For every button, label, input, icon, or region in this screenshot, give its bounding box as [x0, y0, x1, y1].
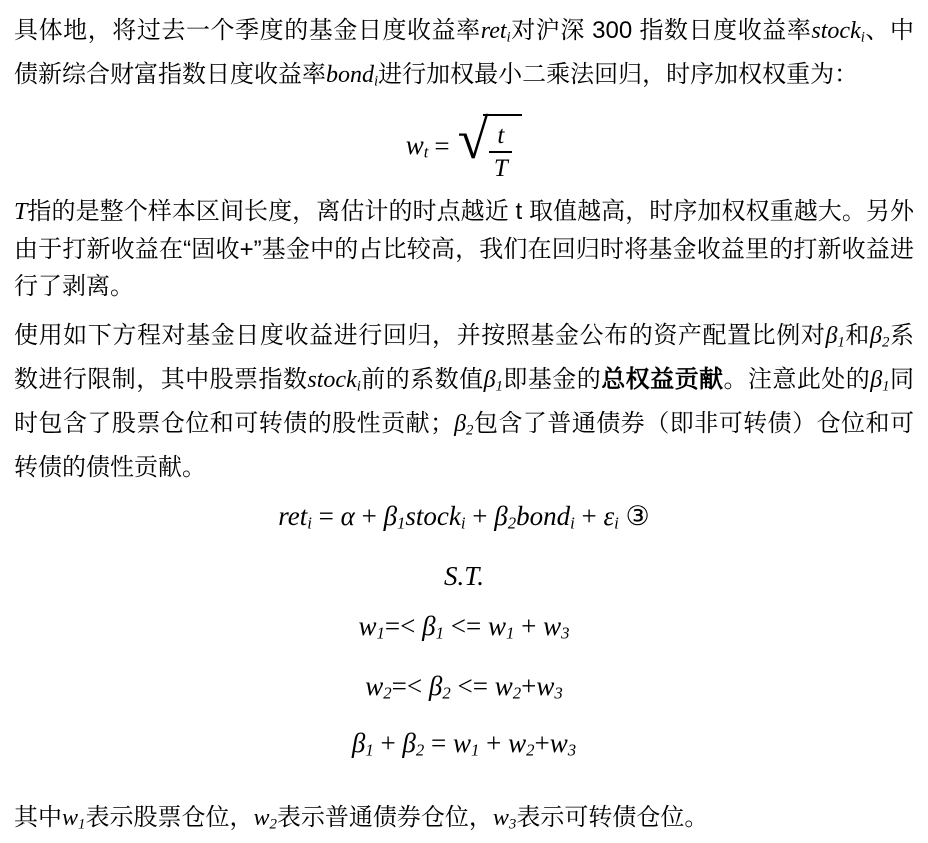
- subject-to-label: [14, 556, 914, 596]
- paragraph-intro: [14, 12, 914, 101]
- math-subscript: 1: [505, 623, 515, 643]
- text-run: 前的系数值: [360, 365, 484, 393]
- math-variable: w: [452, 728, 471, 759]
- math-variable: β: [454, 411, 467, 438]
- math-subscript: 2: [881, 333, 890, 350]
- math-subscript: 3: [508, 816, 517, 833]
- math-variable: β: [494, 501, 508, 532]
- text-run: 即基金的: [502, 365, 602, 393]
- math-operator: +: [465, 501, 495, 532]
- text-run: 。注意此处的: [723, 365, 871, 393]
- text-run: 指的是整个样本区间长度，离估计的时点越近 t 取值越高，时序加权权重越大。另外由于打新收益在“固收+”基金中的占比较高，我们在回归时将基金收益里的打新收益进行了剥离。: [14, 197, 914, 300]
- fraction-numerator: t: [489, 123, 512, 153]
- math-variable: w: [62, 805, 79, 832]
- math-variable: T: [14, 198, 28, 225]
- math-subscript: 1: [365, 741, 374, 761]
- math-operator: +: [354, 501, 384, 532]
- math-subscript: 3: [554, 683, 563, 703]
- math-subscript: i: [506, 29, 511, 46]
- math-variable: ret: [480, 18, 507, 44]
- math-variable: w: [365, 670, 384, 701]
- math-variable: w: [253, 805, 270, 832]
- math-subscript: 1: [837, 333, 845, 350]
- math-variable: stock: [307, 366, 357, 393]
- math-variable: stock: [405, 501, 461, 532]
- math-variable: β: [870, 366, 883, 393]
- equation-regression: [14, 496, 914, 544]
- math-subscript: 1: [435, 623, 444, 643]
- text-run: 具体地，将过去一个季度的基金日度收益率: [14, 17, 481, 44]
- math-variable: β: [402, 728, 416, 759]
- bold-text: 总权益贡献: [601, 365, 724, 393]
- constraint-beta-sum: [14, 723, 914, 771]
- math-operator: <=: [450, 670, 495, 701]
- math-subscript: i: [356, 378, 361, 395]
- radicand: [483, 114, 522, 181]
- paragraph-regression-constraints: [14, 317, 914, 487]
- math-subscript: 2: [269, 816, 277, 833]
- fraction: [489, 123, 512, 181]
- formula-time-weight: [14, 108, 914, 182]
- math-lhs: [405, 129, 429, 162]
- text-run: 进行加权最小二乘法回归，时序加权权重为：: [378, 61, 859, 89]
- math-operator: =: [424, 728, 453, 759]
- paragraph-weights-legend: [14, 799, 914, 843]
- math-subscript: 1: [495, 378, 503, 395]
- math-variable: w: [405, 129, 424, 160]
- math-subscript: 2: [507, 514, 517, 533]
- text-run: 和: [844, 321, 871, 349]
- math-variable: ε: [603, 501, 615, 532]
- math-subscript: 1: [78, 816, 86, 833]
- math-subscript: 1: [882, 378, 890, 395]
- math-variable: β: [483, 366, 496, 393]
- math-variable: ret: [278, 501, 308, 532]
- math-variable: w: [549, 728, 568, 759]
- text-run: 包含了普通债券（即非可转债）仓位和可转债的债性贡献。: [14, 410, 915, 482]
- math-subscript: i: [307, 514, 312, 533]
- text-run: 其中: [14, 804, 62, 832]
- text-run: 使用如下方程对基金日度收益进行回归，并按照基金公布的资产配置比例对: [14, 321, 826, 349]
- math-variable: w: [358, 611, 377, 641]
- text-run: 表示普通债券仓位，: [276, 804, 493, 832]
- math-variable: β: [383, 501, 398, 532]
- radical-icon: √: [457, 108, 489, 171]
- math-variable: bond: [326, 62, 374, 89]
- math-operator: =: [311, 501, 341, 532]
- math-variable: w: [487, 611, 506, 641]
- math-operator: +: [514, 611, 544, 641]
- math-operator: =<: [384, 611, 423, 641]
- math-subscript: 2: [526, 741, 535, 761]
- math-subscript: i: [374, 73, 379, 90]
- math-variable: bond: [516, 501, 571, 532]
- text-run: 对沪深 300 指数日度收益率: [510, 17, 812, 44]
- text-run: 系数进行限制，其中股票指数: [14, 321, 915, 393]
- math-operator: <=: [443, 611, 488, 641]
- math-subscript: 3: [567, 741, 577, 761]
- math-variable: w: [494, 670, 513, 701]
- math-subscript: 1: [471, 741, 480, 761]
- text-run: 表示可转债仓位。: [516, 804, 709, 832]
- math-operator: ③: [618, 501, 650, 532]
- math-variable: S.T.: [443, 561, 484, 591]
- math-variable: w: [536, 670, 555, 701]
- math-subscript: 1: [376, 623, 385, 643]
- fraction-denominator: T: [493, 154, 508, 182]
- math-subscript: 2: [383, 683, 392, 703]
- paragraph-t-explanation: [14, 193, 914, 305]
- math-variable: α: [340, 501, 355, 532]
- math-operator: +: [574, 501, 604, 532]
- math-variable: w: [508, 728, 527, 759]
- math-operator: +: [534, 728, 550, 759]
- math-variable: β: [428, 670, 443, 701]
- math-subscript: i: [570, 514, 575, 533]
- math-subscript: 3: [561, 623, 570, 643]
- constraint-beta1: [14, 606, 914, 654]
- text-run: 、中债新综合财富指数日度收益率: [14, 17, 914, 89]
- text-run: 同时包含了股票仓位和可转债的股性贡献；: [14, 365, 915, 438]
- math-subscript: 2: [466, 422, 474, 439]
- math-subscript: 2: [415, 741, 425, 761]
- constraint-beta2: [14, 666, 914, 714]
- math-variable: β: [870, 322, 882, 349]
- square-root: [457, 108, 523, 182]
- math-operator: +: [521, 670, 537, 701]
- math-subscript: 1: [397, 514, 406, 533]
- math-variable: stock: [811, 18, 861, 44]
- math-subscript: 2: [442, 683, 451, 703]
- math-variable: w: [543, 611, 562, 641]
- math-subscript: i: [614, 514, 619, 533]
- math-variable: β: [422, 611, 436, 641]
- equals-sign: =: [434, 131, 450, 162]
- math-subscript: i: [460, 514, 466, 533]
- math-variable: β: [351, 728, 366, 759]
- math-operator: +: [479, 728, 509, 759]
- text-run: 表示股票仓位，: [85, 804, 254, 832]
- math-operator: =<: [391, 670, 429, 701]
- math-subscript: i: [860, 29, 865, 46]
- math-variable: w: [492, 805, 509, 832]
- math-subscript: 2: [512, 683, 522, 703]
- math-variable: β: [825, 322, 838, 349]
- math-operator: +: [373, 728, 403, 759]
- math-subscript: t: [423, 142, 429, 162]
